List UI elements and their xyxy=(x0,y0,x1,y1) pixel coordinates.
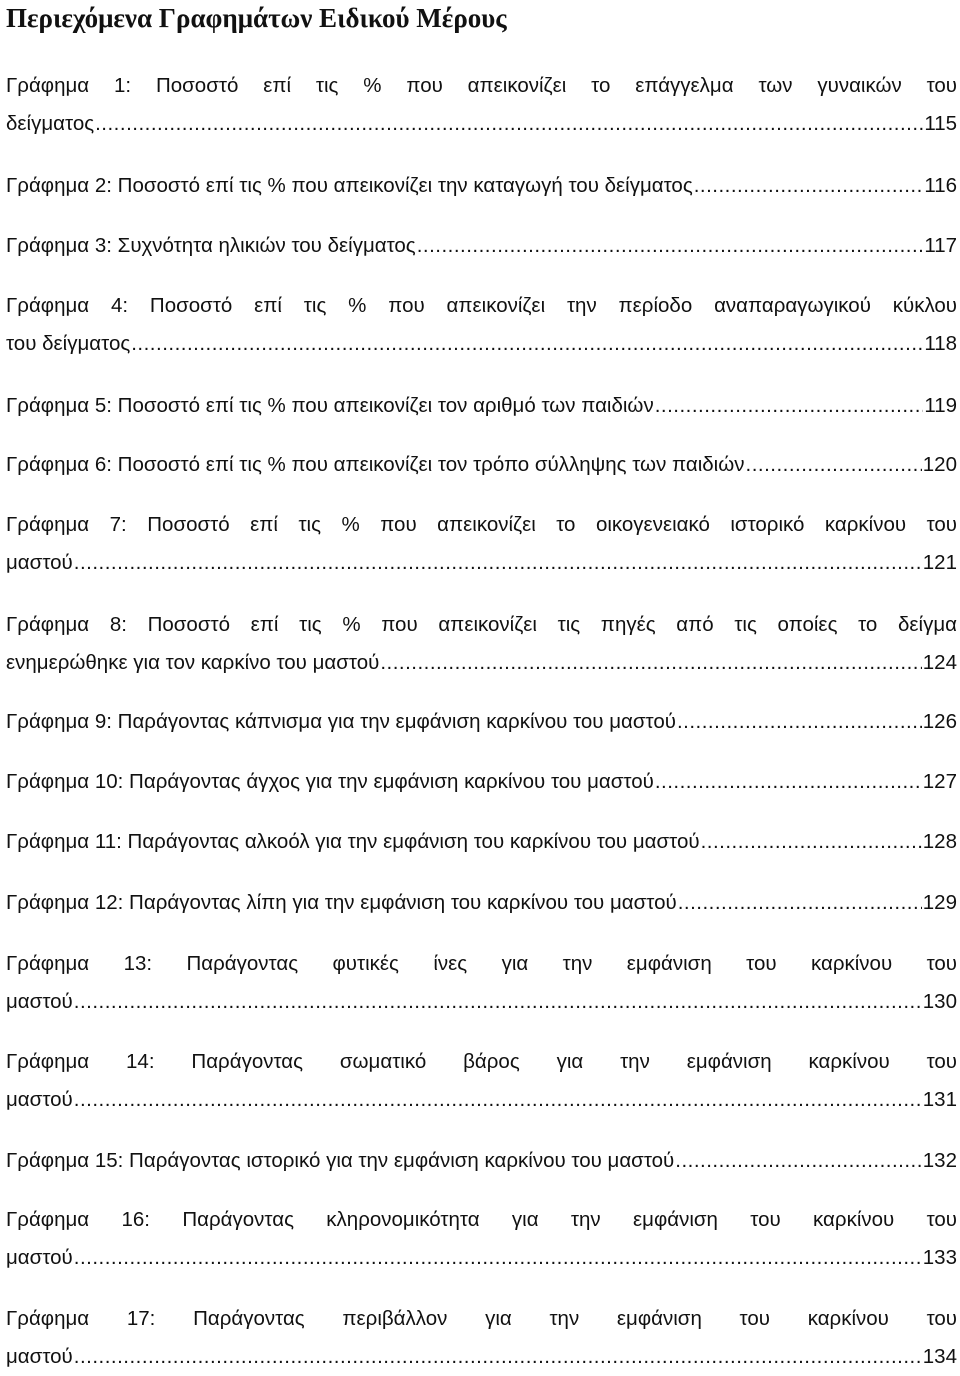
toc-entry-text: Γράφημα 5: Ποσοστό επί τις % που απεικονίζει τον αριθμό των παιδιών xyxy=(6,394,654,417)
toc-entry-text: δείγματος xyxy=(6,112,95,135)
toc-entry-text: Γράφημα 2: Ποσοστό επί τις % που απεικονίζει την καταγωγή του δείγματος xyxy=(6,174,693,197)
toc-page-number: 119 xyxy=(924,394,957,417)
dot-leader xyxy=(655,387,924,425)
dot-leader xyxy=(417,227,924,265)
page-title: Περιεχόμενα Γραφημάτων Ειδικού Μέρους xyxy=(6,3,507,33)
dot-leader xyxy=(74,1338,922,1376)
toc-page-number: 120 xyxy=(922,453,957,476)
toc-page-number: 127 xyxy=(922,770,957,793)
toc-page-number: 129 xyxy=(922,891,957,914)
toc-entry-line: Γράφημα 1: Ποσοστό επί τις % που απεικονίζει το επάγγελμα των γυναικών του xyxy=(6,74,957,97)
dot-leader xyxy=(74,1239,922,1277)
toc-entry-2[interactable] xyxy=(6,167,957,205)
toc-entry-15[interactable] xyxy=(6,1142,957,1180)
toc-entry-8[interactable] xyxy=(6,606,957,682)
toc-entry-line: Γράφημα 13: Παράγοντας φυτικές ίνες για την εμφάνιση του καρκίνου του xyxy=(6,952,957,975)
toc-entry-line: Γράφημα 4: Ποσοστό επί τις % που απεικονίζει την περίοδο αναπαραγωγικού κύκλου xyxy=(6,294,957,317)
toc-entry-text: Γράφημα 15: Παράγοντας ιστορικό για την εμφάνιση καρκίνου του μαστού xyxy=(6,1149,675,1172)
toc-entry-text: Γράφημα 10: Παράγοντας άγχος για την εμφάνιση καρκίνου του μαστού xyxy=(6,770,654,793)
toc-page-number: 121 xyxy=(922,551,957,574)
toc-entry-12[interactable] xyxy=(6,884,957,922)
toc-entry-5[interactable] xyxy=(6,387,957,425)
toc-entry-4[interactable] xyxy=(6,287,957,363)
toc-entry-1[interactable] xyxy=(6,67,957,143)
toc-page-number: 130 xyxy=(922,990,957,1013)
toc-entry-11[interactable] xyxy=(6,823,957,861)
toc-entry-text: Γράφημα 11: Παράγοντας αλκοόλ για την εμφάνιση του καρκίνου του μαστού xyxy=(6,830,700,853)
toc-entry-text: μαστού xyxy=(6,1246,73,1269)
toc-entry-line: Γράφημα 17: Παράγοντας περιβάλλον για την εμφάνιση του καρκίνου του xyxy=(6,1307,957,1330)
dot-leader xyxy=(655,763,922,801)
toc-entry-9[interactable] xyxy=(6,703,957,741)
toc-entry-text: Γράφημα 9: Παράγοντας κάπνισμα για την εμφάνιση καρκίνου του μαστού xyxy=(6,710,676,733)
toc-entry-text: του δείγματος xyxy=(6,332,131,355)
toc-entry-7[interactable] xyxy=(6,506,957,582)
toc-entry-14[interactable] xyxy=(6,1043,957,1119)
dot-leader xyxy=(95,105,923,143)
dot-leader xyxy=(701,823,922,861)
toc-entry-text: Γράφημα 3: Συχνότητα ηλικιών του δείγματος xyxy=(6,234,416,257)
toc-page-number: 132 xyxy=(922,1149,957,1172)
dot-leader xyxy=(675,1142,922,1180)
toc-entry-text: μαστού xyxy=(6,551,73,574)
toc-page-number: 118 xyxy=(924,332,957,355)
toc-entry-13[interactable] xyxy=(6,945,957,1021)
toc-entry-text: μαστού xyxy=(6,1088,73,1111)
toc-entry-10[interactable] xyxy=(6,763,957,801)
dot-leader xyxy=(677,703,922,741)
dot-leader xyxy=(678,884,922,922)
dot-leader xyxy=(380,644,921,682)
toc-entry-text: ενημερώθηκε για τον καρκίνο του μαστού xyxy=(6,651,380,674)
toc-entry-line: Γράφημα 16: Παράγοντας κληρονομικότητα για την εμφάνιση του καρκίνου του xyxy=(6,1208,957,1231)
toc-page-number: 128 xyxy=(922,830,957,853)
dot-leader xyxy=(131,325,923,363)
toc-page-number: 133 xyxy=(922,1246,957,1269)
toc-entry-text: Γράφημα 12: Παράγοντας λίπη για την εμφάνιση του καρκίνου του μαστού xyxy=(6,891,677,914)
toc-page-number: 134 xyxy=(922,1345,957,1368)
toc-entry-3[interactable] xyxy=(6,227,957,265)
toc-entry-line: Γράφημα 8: Ποσοστό επί τις % που απεικονίζει τις πηγές από τις οποίες το δείγμα xyxy=(6,613,957,636)
toc-entry-line: Γράφημα 7: Ποσοστό επί τις % που απεικονίζει το οικογενειακό ιστορικό καρκίνου του xyxy=(6,513,957,536)
toc-entry-text: μαστού xyxy=(6,990,73,1013)
toc-entry-6[interactable] xyxy=(6,446,957,484)
dot-leader xyxy=(74,544,922,582)
dot-leader xyxy=(74,983,922,1021)
toc-entry-text: μαστού xyxy=(6,1345,73,1368)
toc-entry-17[interactable] xyxy=(6,1300,957,1376)
toc-page-number: 126 xyxy=(922,710,957,733)
toc-page-number: 124 xyxy=(922,651,957,674)
toc-page-number: 131 xyxy=(922,1088,957,1111)
dot-leader xyxy=(746,446,922,484)
toc-entry-line: Γράφημα 14: Παράγοντας σωματικό βάρος για την εμφάνιση καρκίνου του xyxy=(6,1050,957,1073)
toc-entry-16[interactable] xyxy=(6,1201,957,1277)
toc-page-number: 116 xyxy=(924,174,957,197)
dot-leader xyxy=(74,1081,922,1119)
toc-page-number: 117 xyxy=(924,234,957,257)
toc-entry-text: Γράφημα 6: Ποσοστό επί τις % που απεικονίζει τον τρόπο σύλληψης των παιδιών xyxy=(6,453,745,476)
toc-page-number: 115 xyxy=(924,112,957,135)
dot-leader xyxy=(694,167,924,205)
